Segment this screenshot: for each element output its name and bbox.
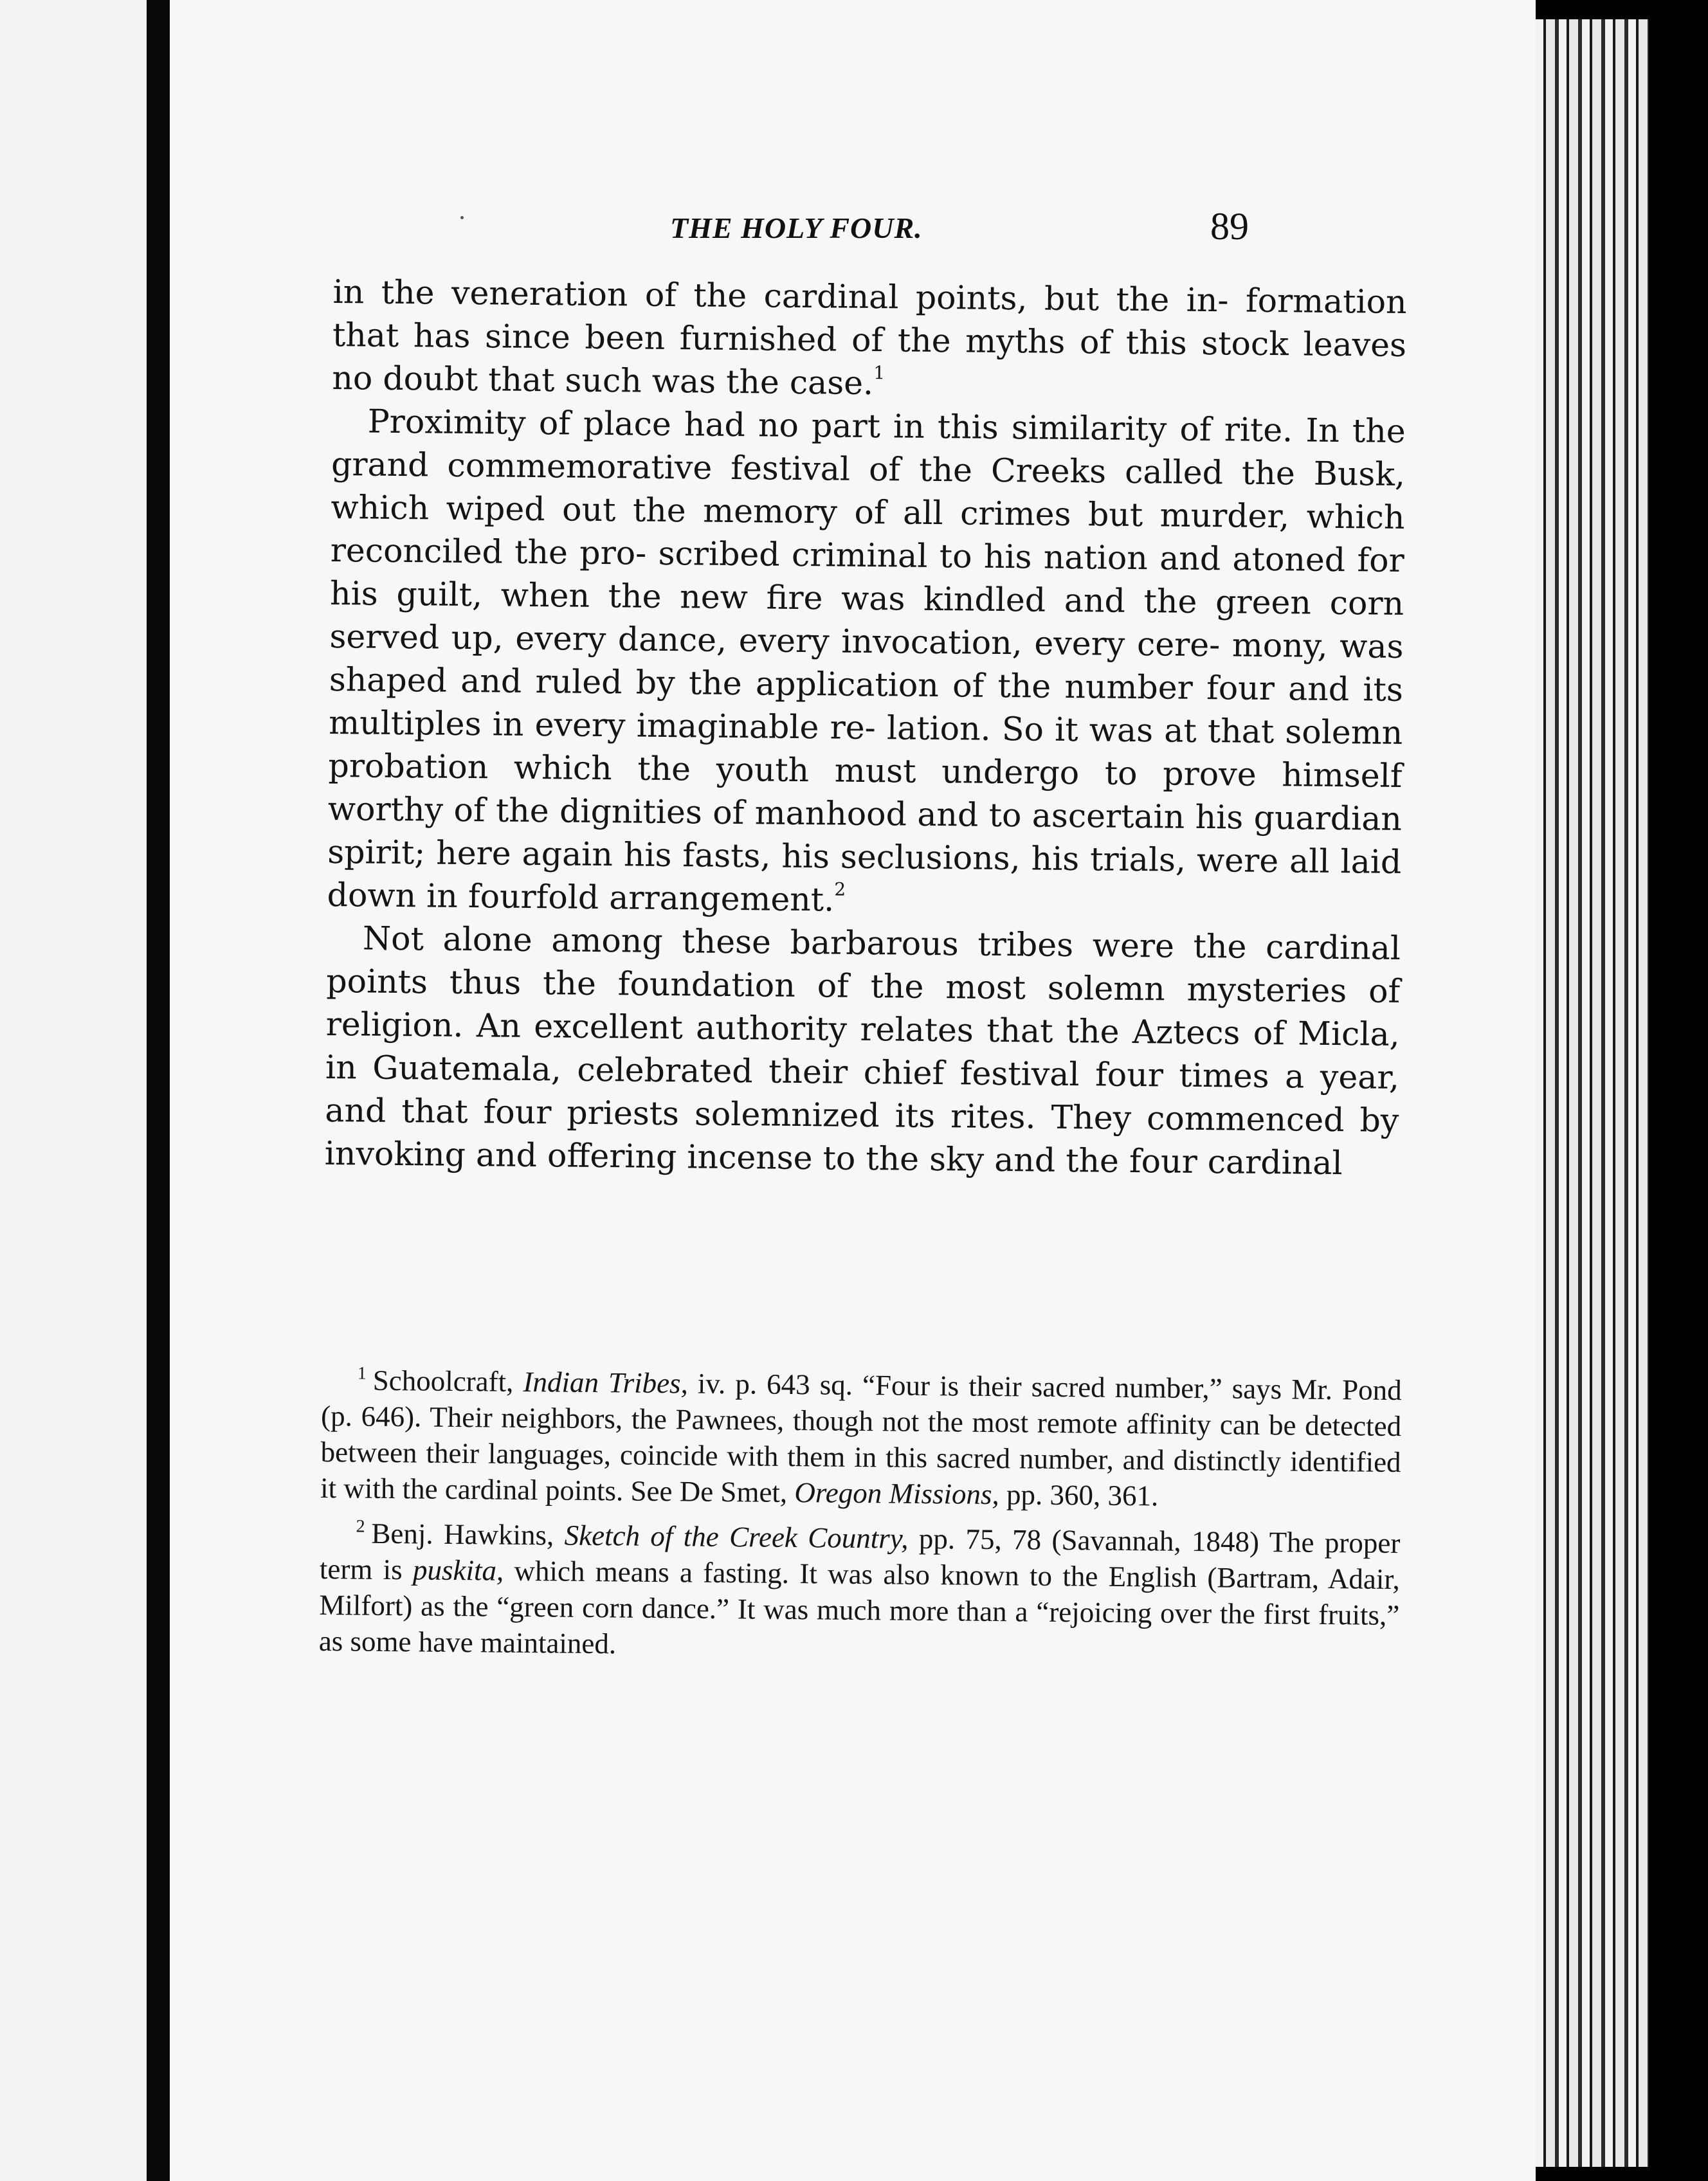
text-line: Not alone among these barbarous tribes were the: [362, 919, 1247, 966]
text-line: spirit; here again his fasts, his seclusions, his trials,: [327, 832, 1186, 879]
text-line: mysteries of religion. An excellent authority relates: [325, 970, 1401, 1049]
text-line: chief festival four times a year, and that four priests: [325, 1053, 1400, 1133]
text-line: that the Aztecs of Micla, in Guatemala, celebrated their: [325, 1011, 1400, 1091]
footnote-title: Oregon Missions,: [794, 1476, 1000, 1511]
footnote-text: Benj. Hawkins,: [371, 1517, 565, 1552]
text-line: of all crimes but murder, which reconciled the pro-: [330, 493, 1405, 572]
paragraph: [327, 399, 1406, 927]
text-line: mony, was shaped and ruled by the application of the: [329, 626, 1404, 705]
text-line: scribed criminal to his nation and atoned for his guilt,: [329, 534, 1405, 614]
page-header: [170, 204, 1536, 262]
footnote-term: puskita,: [412, 1553, 504, 1587]
book-page: [170, 0, 1536, 2181]
page-edges: [1536, 19, 1649, 2167]
footnote: [320, 1362, 1402, 1516]
footnote-text: iv. p. 643 sq. “Four is their sacred number,” says Mr. Pond (p. 646). Their neighbors, the Pawnees, though not the most remote affinity can be detected between their languages, coincide with them in this sacred number, and distinctly identified it with the cardinal points. See De Smet,: [320, 1367, 1402, 1509]
paragraph: [324, 916, 1401, 1185]
body-text: [324, 270, 1406, 1185]
text-line: were all laid down in fourfold arrangement.: [327, 840, 1402, 919]
text-line: rite. In the grand commemorative festival of the: [331, 410, 1406, 489]
footnote-title: Sketch of the Creek Country,: [564, 1519, 909, 1555]
text-line: Proximity of place had no part in this similarity of: [367, 402, 1212, 449]
text-line: served up, every dance, every invocation, every cere-: [329, 617, 1221, 664]
footnote-marker: 1: [357, 1363, 367, 1384]
text-line: and offering incense to the sky and the four cardinal: [475, 1136, 1343, 1182]
text-line: solemnized its rites. They commenced by invoking: [324, 1094, 1399, 1174]
footnote-text: which means a fasting. It was also known to the English (Bartram, Adair, Milfort) as the “green corn dance.” It was much more than a “rejoicing over the first fruits,” as some have maintained.: [318, 1554, 1401, 1660]
footnote-text: pp. 360, 361.: [999, 1478, 1159, 1512]
paragraph: [332, 270, 1407, 410]
text-line: youth must undergo to prove himself worthy of the: [327, 750, 1403, 830]
text-line: dignities of manhood and to ascertain his guardian: [559, 792, 1403, 838]
text-line: formation that has since been furnished of the myths: [332, 281, 1407, 361]
footnote-reference: 2: [834, 878, 846, 900]
text-line: in the veneration of the cardinal points, but the in-: [332, 272, 1229, 320]
footnote: [319, 1515, 1401, 1669]
footnote-text: pp. 75, 78 (Savannah, 1848) The proper term is: [319, 1522, 1401, 1586]
facing-page-edge: [0, 0, 147, 2181]
text-line: when the new fire was kindled and the green corn: [500, 575, 1404, 623]
text-line: of this stock leaves no doubt that such was the case.: [332, 323, 1407, 403]
footnote-title: Indian Tribes,: [523, 1366, 689, 1400]
footnotes: [318, 1362, 1401, 1678]
running-head: THE HOLY FOUR.: [670, 212, 923, 244]
page-number: 89: [1210, 205, 1249, 248]
book-gutter: [147, 0, 170, 2181]
text-line: lation. So it was at that solemn probation which the: [328, 709, 1403, 788]
footnote-text: Schoolcraft,: [372, 1364, 523, 1398]
text-line: Creeks called the Busk, which wiped out the memory: [331, 451, 1406, 531]
text-line: cardinal points thus the foundation of the most solemn: [326, 927, 1401, 1008]
footnote-marker: 2: [356, 1516, 365, 1537]
text-line: number four and its multiples in every imaginable re-: [328, 667, 1404, 747]
footnote-reference: 1: [873, 362, 886, 384]
